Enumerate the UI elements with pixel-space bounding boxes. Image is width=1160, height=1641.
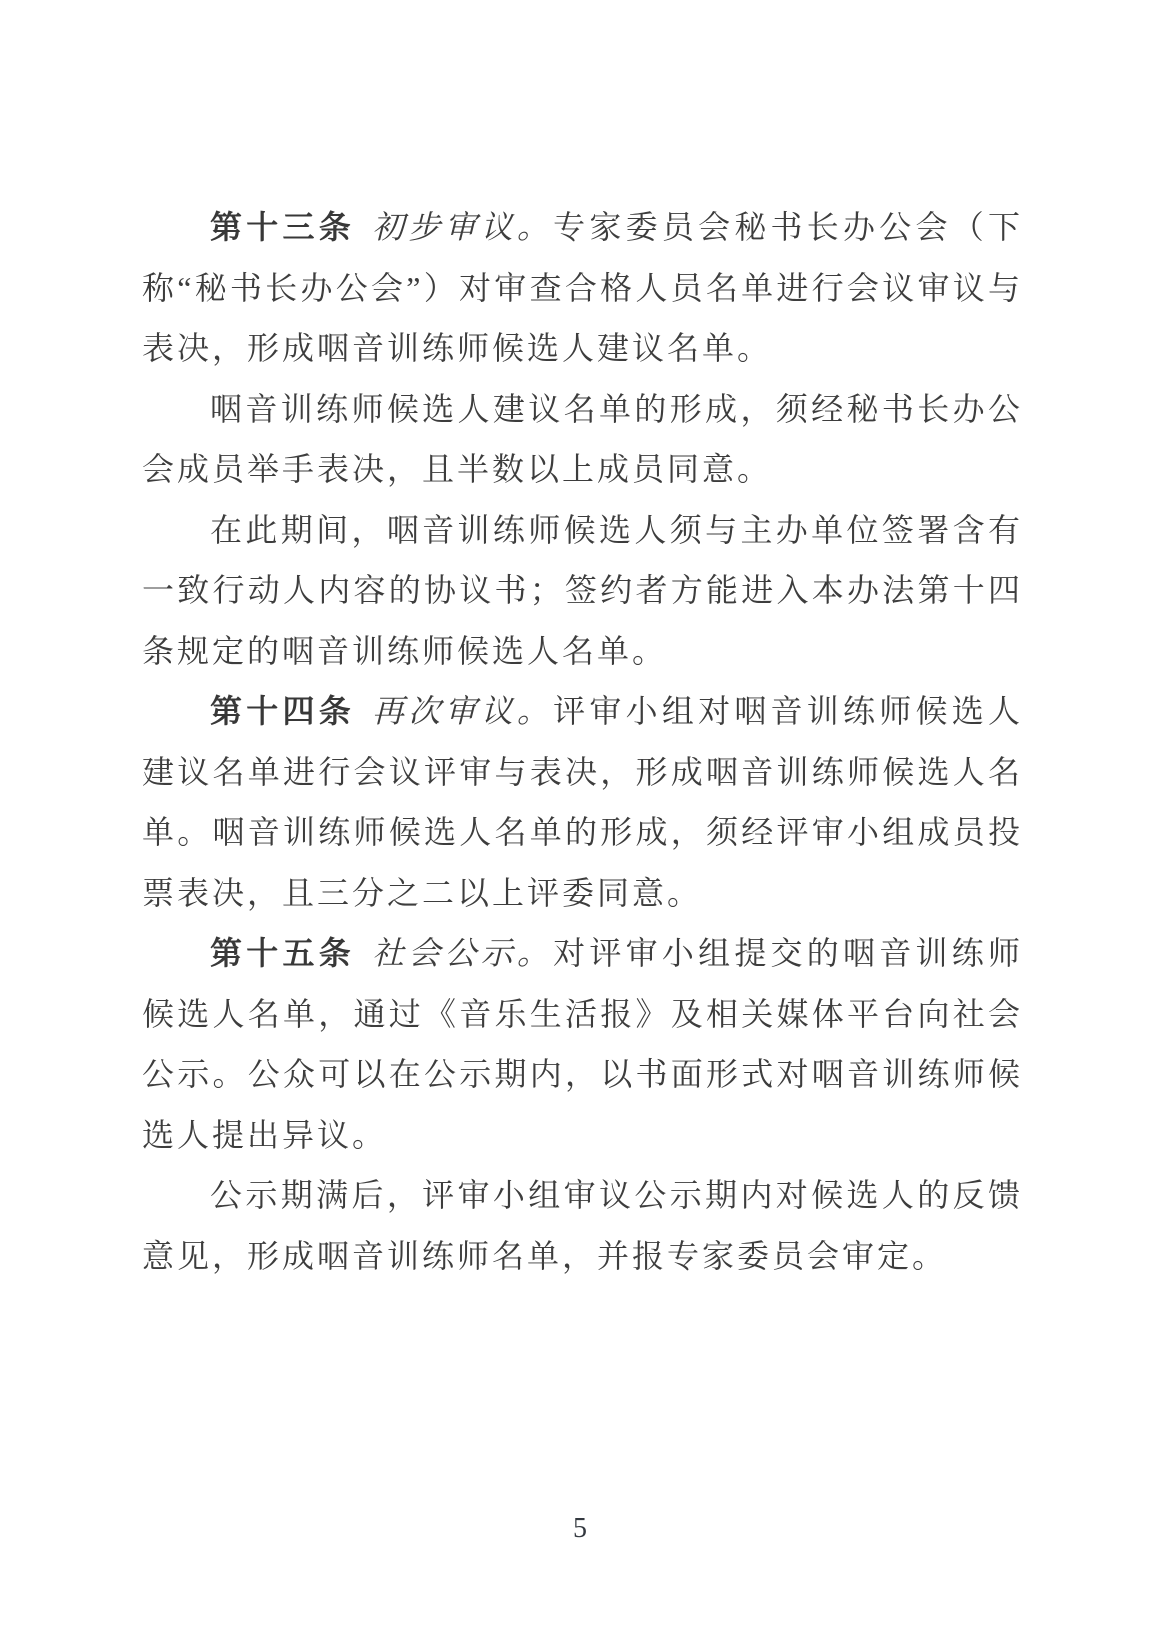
document-body bbox=[142, 197, 1023, 1286]
paragraph-article-14 bbox=[142, 681, 1023, 923]
article-14-number: 第十四条 bbox=[210, 693, 355, 729]
article-13-text: 专家委员会秘书长办公会（下称“秘书长办公会”）对审查合格人员名单进行会议审议与表决，形成咽音训练师候选人建议名单。 bbox=[142, 209, 1023, 366]
article-14-text: 评审小组对咽音训练师候选人建议名单进行会议评审与表决，形成咽音训练师候选人名单。咽音训练师候选人名单的形成，须经评审小组成员投票表决，且三分之二以上评委同意。 bbox=[142, 693, 1023, 911]
paragraph-article-15 bbox=[142, 923, 1023, 1165]
page-number: 5 bbox=[573, 1513, 587, 1544]
paragraph-vote-rule bbox=[142, 379, 1023, 500]
paragraph-vote-rule-text: 咽音训练师候选人建议名单的形成，须经秘书长办公会成员举手表决，且半数以上成员同意。 bbox=[142, 390, 1023, 487]
article-15-number: 第十五条 bbox=[210, 935, 355, 971]
article-13-number: 第十三条 bbox=[210, 209, 355, 245]
paragraph-agreement-rule bbox=[142, 500, 1023, 682]
paragraph-publicity-period bbox=[142, 1165, 1023, 1286]
article-15-text: 对评审小组提交的咽音训练师候选人名单，通过《音乐生活报》及相关媒体平台向社会公示。公众可以在公示期内，以书面形式对咽音训练师候选人提出异议。 bbox=[142, 935, 1023, 1153]
article-15-title: 社会公示。 bbox=[371, 935, 554, 971]
article-14-title: 再次审议。 bbox=[371, 693, 554, 729]
paragraph-agreement-rule-text: 在此期间，咽音训练师候选人须与主办单位签署含有一致行动人内容的协议书；签约者方能进入本办法第十四条规定的咽音训练师候选人名单。 bbox=[142, 511, 1023, 669]
paragraph-publicity-period-text: 公示期满后，评审小组审议公示期内对候选人的反馈意见，形成咽音训练师名单，并报专家委员会审定。 bbox=[142, 1177, 1023, 1274]
article-13-title: 初步审议。 bbox=[371, 209, 554, 245]
paragraph-article-13 bbox=[142, 197, 1023, 379]
